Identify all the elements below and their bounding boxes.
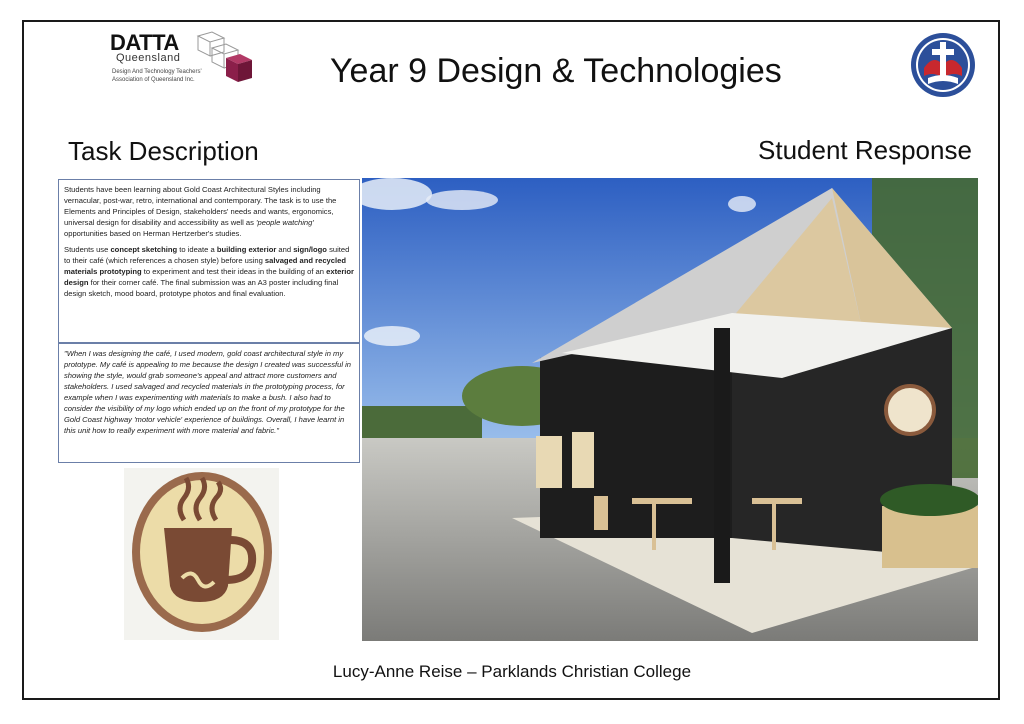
prototype-photo [362, 178, 978, 641]
logo-tagline: Design And Technology Teachers' Association of Queensland Inc. [112, 69, 202, 83]
student-quote-box: "When I was designing the café, I used modern, gold coast architectural style in my prototype. My café is appealing to me because the design I created was successful in showing the style, would grab someone's appeal and attract more customers and stakeholders. I used salvaged and recycled materials in the prototyping process, for example when I was experimenting with materials to make a bush. I also had to consider the visibility of my logo which ended up on the front of my prototype for the Gold Coast highway 'motor vehicle' experience of buildings. Overall, I have learnt in this unit how to really experiment with more material and fabric." [58, 343, 360, 463]
cafe-logo-sketch [124, 468, 279, 640]
logo-subtitle: Queensland [116, 52, 181, 64]
task-description-heading: Task Description [68, 136, 259, 166]
task-paragraph-1: Students have been learning about Gold Coast Architectural Styles including vernacular, post-war, retro, international and contemporary. The task is to use the Elements and Principles of Design, stakeholders' needs and wants, ergonomics, universal design for disability and accessibility as well as 'people watching' opportunities based on Herman Hertzerber's studies. [64, 185, 337, 238]
task-paragraph-2: Students use concept sketching to ideate a building exterior and sign/logo suited to their café (which references a chosen style) before using salvaged and recycled materials prototyping to experiment and test their ideas in the building of an exterior design for their corner café. The final submission was an A3 poster including final design sketch, mood board, prototype photos and final evaluation. [64, 245, 354, 298]
logo-word: DATTA [110, 30, 179, 55]
datta-logo [110, 30, 260, 90]
student-caption: Lucy-Anne Reise – Parklands Christian College [332, 662, 692, 681]
task-description-box [58, 179, 360, 343]
cube-icon [190, 30, 262, 86]
page-title: Year 9 Design & Technologies [330, 52, 782, 90]
student-response-heading: Student Response [758, 135, 972, 165]
school-crest-icon [910, 32, 976, 98]
